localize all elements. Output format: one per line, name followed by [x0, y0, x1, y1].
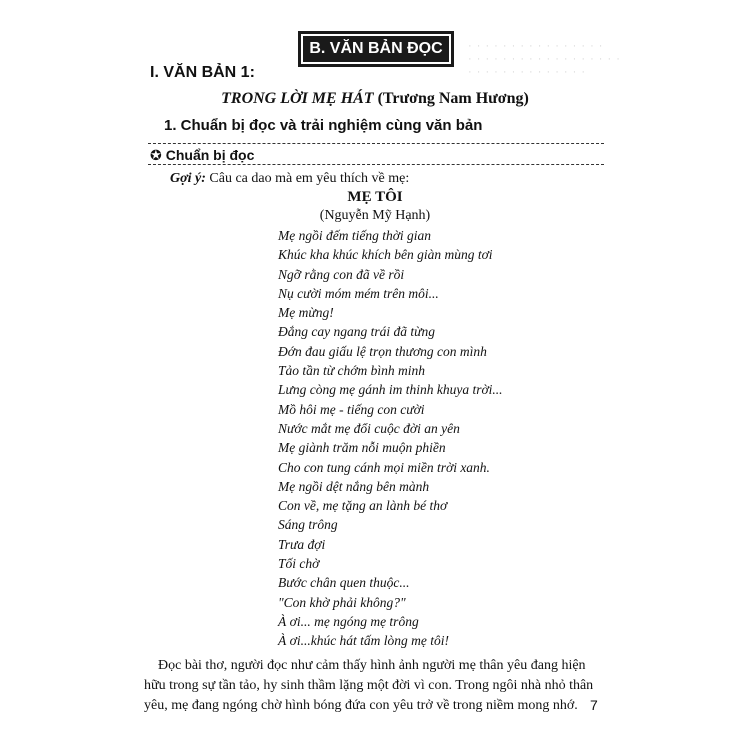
poem-line: Trưa đợi: [278, 536, 326, 552]
text-title: [0, 90, 750, 108]
page-number: 7: [590, 697, 598, 713]
star-bullet-icon: ✪: [150, 147, 162, 163]
sub-heading: [150, 147, 254, 164]
bleed-through-line: · · · · · · · · · · · · · · · · · ·: [468, 53, 621, 65]
poem-line: Bước chân quen thuộc...: [278, 575, 410, 591]
poem-line: Cho con tung cánh mọi miền trời xanh.: [278, 459, 490, 475]
poem-line: Con về, mẹ tặng an lành bé thơ: [278, 498, 448, 514]
poem-line: "Con khờ phải không?": [278, 594, 406, 610]
poem-title: MẸ TÔI: [347, 189, 403, 205]
hint-label: Gợi ý:: [170, 171, 206, 186]
poem-line: Lưng còng mẹ gánh im thinh khuya trời...: [278, 382, 503, 398]
poem-line: Mẹ giành trăm nỗi muộn phiền: [278, 440, 446, 456]
poem-line: Khúc kha khúc khích bên giàn mùng tơi: [278, 247, 493, 263]
heading-text-1: I. VĂN BẢN 1:: [150, 64, 255, 81]
bleed-through-line: · · · · · · · · · · · · · · · ·: [468, 40, 604, 52]
paragraph-line: hữu trong sự tần tảo, hy sinh thầm lặng một đời vì con. Trong ngôi nhà nhỏ thân: [144, 678, 594, 693]
poem-line: Mẹ mừng!: [278, 305, 334, 321]
poem-line: À ơi... mẹ ngóng mẹ trông: [278, 613, 419, 629]
poem-line: Đớn đau giấu lệ trọn thương con mình: [278, 343, 487, 359]
poem-line: Tối chờ: [278, 556, 320, 572]
dashed-divider-bottom: [148, 164, 604, 165]
commentary-paragraph: [144, 656, 604, 716]
paragraph-line: yêu, mẹ đang ngóng chờ hình bóng đứa con yêu trở về trong niềm mong nhớ.: [144, 698, 578, 713]
poem-line: À ơi...khúc hát tấm lòng mẹ tôi!: [278, 633, 450, 649]
hint-text: Câu ca dao mà em yêu thích về mẹ:: [205, 171, 410, 186]
poem-line: Mẹ ngồi đếm tiếng thời gian: [278, 228, 432, 243]
bleed-through-line: · · · · · · · · · · · · · ·: [468, 66, 587, 78]
sub-heading-label: Chuẩn bị đọc: [165, 147, 255, 163]
paragraph-line: Đọc bài thơ, người đọc như cảm thấy hình ảnh người mẹ thân yêu đang hiện: [158, 658, 586, 673]
poem-line: Mồ hôi mẹ - tiếng con cười: [278, 401, 425, 417]
poem-body: [278, 226, 503, 651]
poem-line: Nụ cười móm mém trên môi...: [278, 285, 439, 301]
hint-line: [170, 171, 409, 187]
text-title-author: (Trương Nam Hương): [373, 90, 529, 107]
poem-author: (Nguyễn Mỹ Hạnh): [319, 208, 431, 223]
poem-line: Sáng trông: [278, 517, 338, 533]
section-banner: B. VĂN BẢN ĐỌC: [301, 34, 451, 64]
poem-line: Tảo tần từ chớm bình minh: [278, 363, 425, 379]
poem-line: Nước mắt mẹ đổi cuộc đời an yên: [278, 420, 460, 436]
text-title-name: TRONG LỜI MẸ HÁT: [221, 90, 374, 107]
dashed-divider-top: [148, 143, 604, 144]
section-heading-prepare: 1. Chuẩn bị đọc và trải nghiệm cùng văn bản: [164, 117, 483, 134]
bleed-through-text: [468, 40, 621, 79]
poem-line: Ngỡ rằng con đã về rồi: [278, 266, 405, 282]
poem-line: Đắng cay ngang trái đã từng: [278, 324, 435, 340]
poem-line: Mẹ ngồi dệt nắng bên mành: [278, 478, 430, 494]
